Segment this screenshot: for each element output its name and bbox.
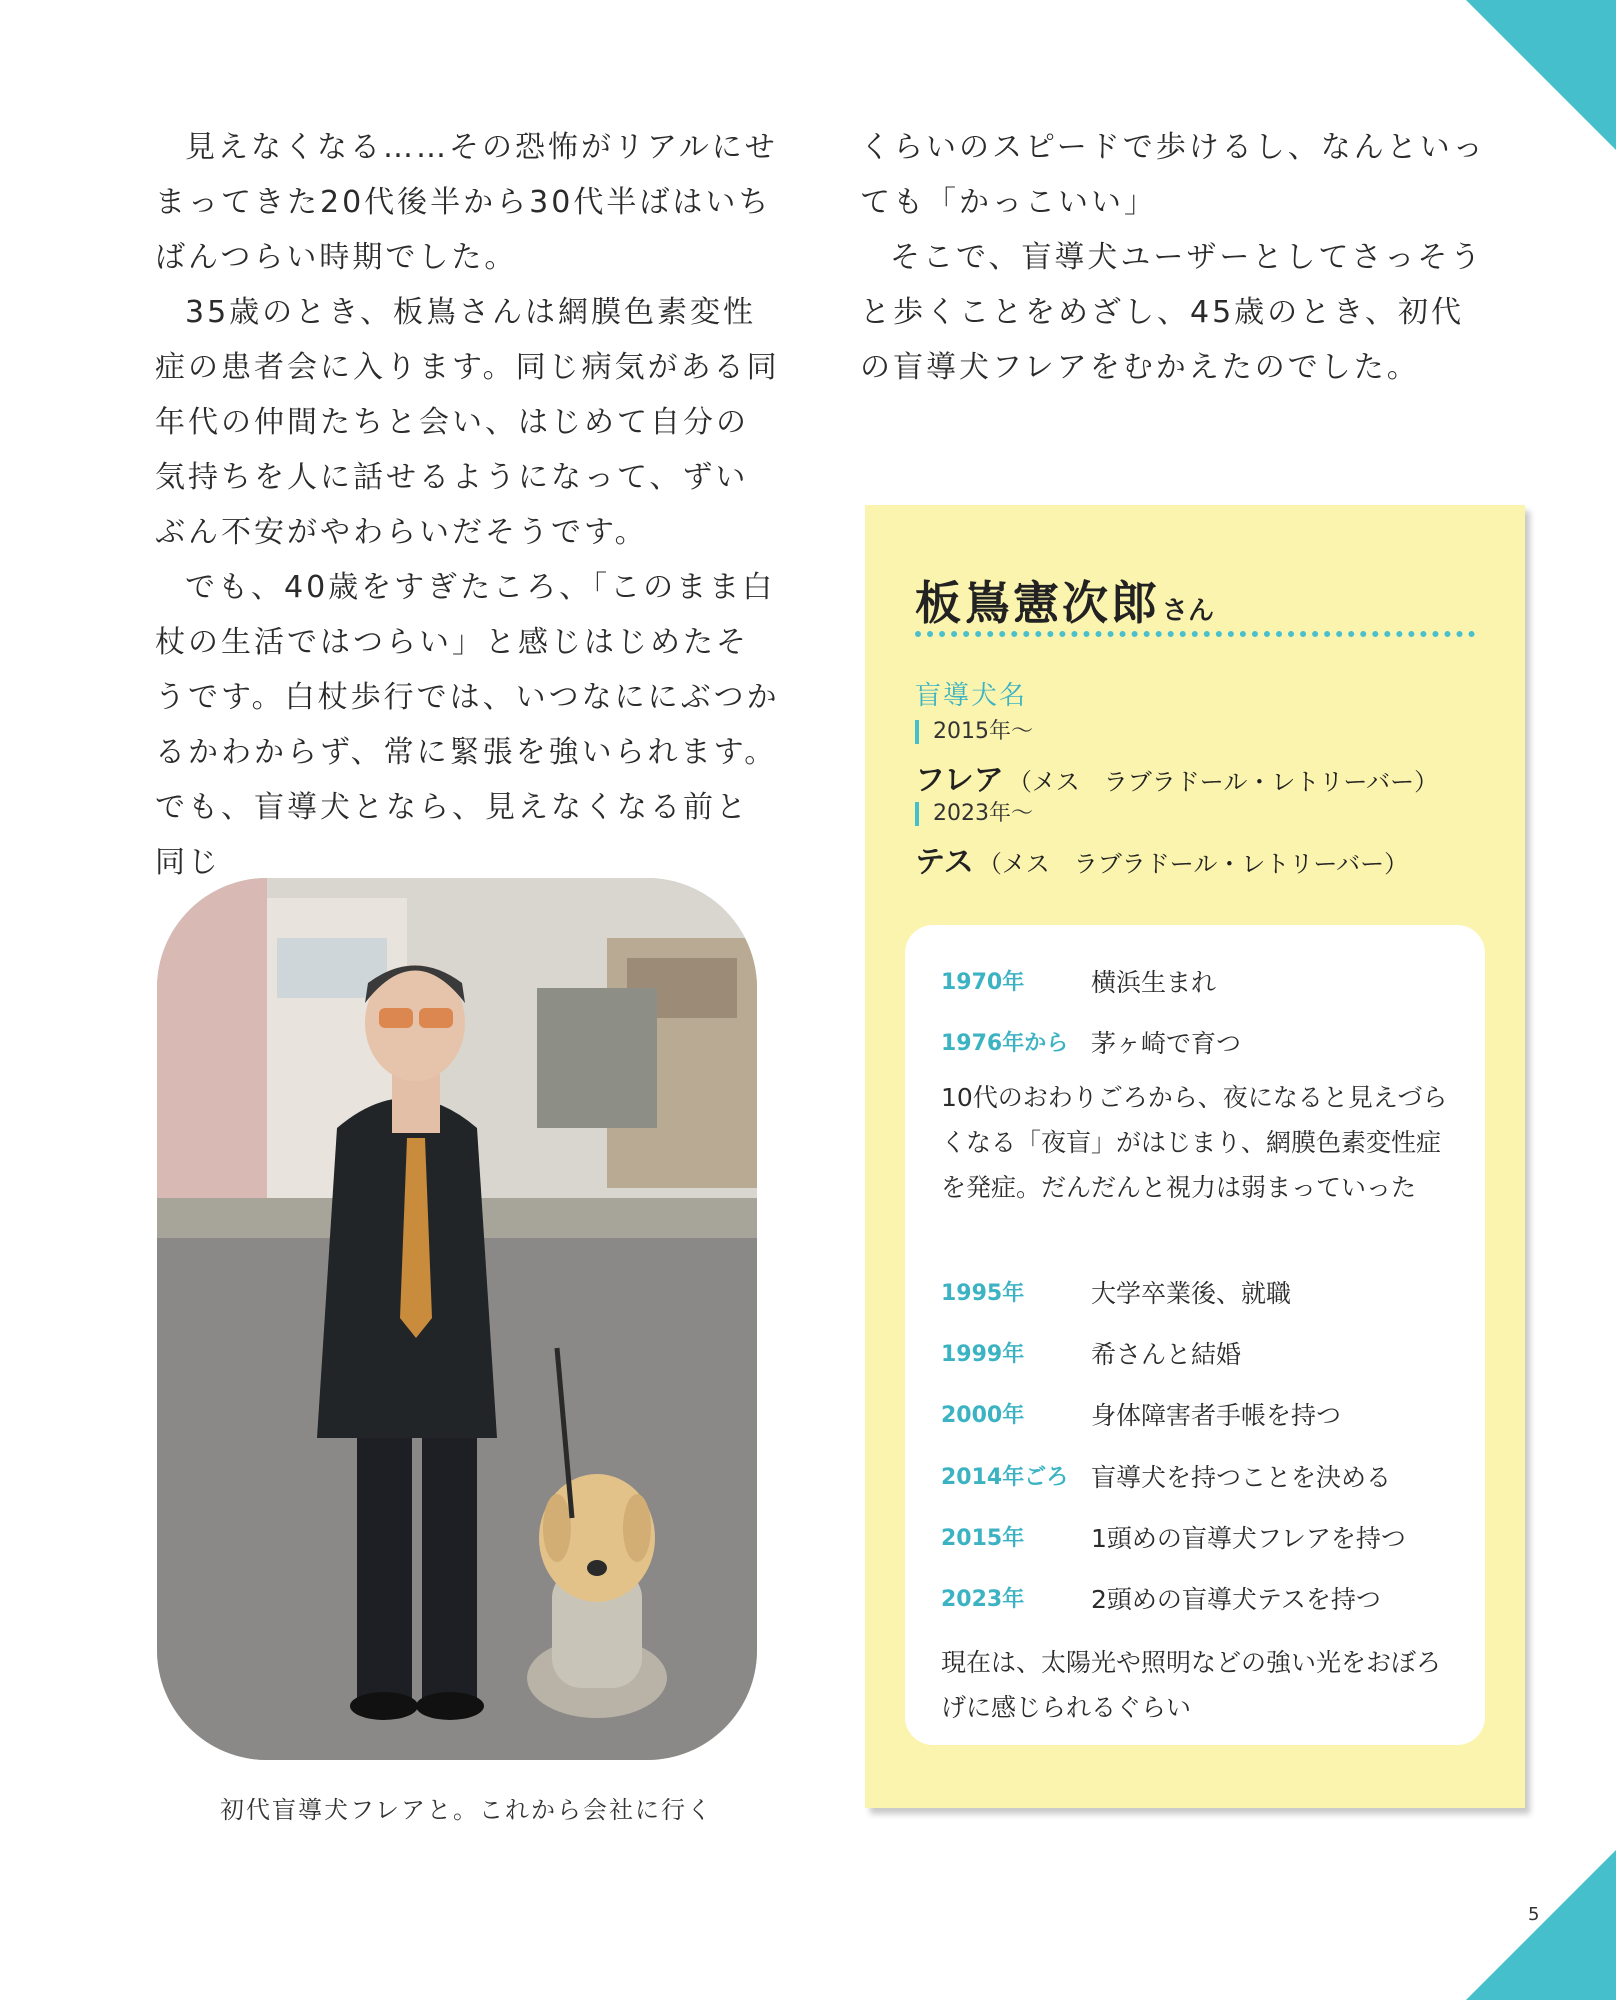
timeline-year: 1995年 bbox=[941, 1281, 1025, 1306]
dog-year: 2023年～ bbox=[915, 802, 1033, 826]
paragraph: 35歳のとき、板嶌さんは網膜色素変性症の患者会に入ります。同じ病気がある同年代の仲間たちと会い、はじめて自分の気持ちを人に話せるようになって、ずいぶん不安がやわらいだそうです。 bbox=[155, 295, 780, 550]
timeline-year: 1999年 bbox=[941, 1342, 1025, 1367]
timeline-note: 現在は、太陽光や照明などの強い光をおぼろげに感じられるぐらい bbox=[941, 1648, 1442, 1722]
page-number: 5 bbox=[1528, 1904, 1540, 1925]
photo-man-with-guide-dog bbox=[157, 878, 757, 1760]
timeline-text: 盲導犬を持つことを決める bbox=[1091, 1463, 1392, 1492]
dog-year: 2015年～ bbox=[915, 720, 1033, 744]
paragraph: 見えなくなる……その恐怖がリアルにせまってきた20代後半から30代半ばはいちばんつらい時期でした。 bbox=[155, 130, 778, 275]
dog-description: （メス ラブラドール・レトリーバー） bbox=[977, 850, 1409, 878]
dog-name: テス bbox=[915, 845, 974, 880]
timeline-text: 1頭めの盲導犬フレアを持つ bbox=[1091, 1524, 1406, 1553]
dotted-divider bbox=[915, 631, 1475, 637]
timeline-year: 2015年 bbox=[941, 1526, 1025, 1551]
guide-dog-label: 盲導犬名 bbox=[915, 681, 1028, 711]
paragraph: でも、40歳をすぎたころ、「このまま白杖の生活ではつらい」と感じはじめたそうです。白杖歩行では、いつなににぶつかるかわからず、常に緊張を強いられます。でも、盲導犬となら、見えなくなる前と同じ bbox=[155, 570, 780, 880]
timeline-year: 2014年ごろ bbox=[941, 1465, 1069, 1490]
timeline-text: 身体障害者手帳を持つ bbox=[1091, 1401, 1342, 1430]
profile-name bbox=[915, 567, 1214, 633]
timeline-year: 2000年 bbox=[941, 1403, 1025, 1428]
timeline-text: 横浜生まれ bbox=[1091, 968, 1217, 997]
corner-decoration-bottom bbox=[1466, 1850, 1616, 2000]
profile-box bbox=[865, 505, 1525, 1808]
paragraph: そこで、盲導犬ユーザーとしてさっそうと歩くことをめざし、45歳のとき、初代の盲導犬フレアをむかえたのでした。 bbox=[860, 240, 1484, 385]
profile-honorific: さん bbox=[1162, 596, 1215, 626]
dog-entry bbox=[915, 755, 1438, 799]
profile-name-text: 板嶌憲次郎 bbox=[915, 576, 1160, 630]
paragraph: くらいのスピードで歩けるし、なんといっても「かっこいい」 bbox=[860, 130, 1486, 220]
timeline-text: 茅ヶ崎で育つ bbox=[1091, 1029, 1242, 1058]
right-text-column bbox=[860, 120, 1490, 395]
timeline-year: 1970年 bbox=[941, 970, 1025, 995]
dog-name: フレア bbox=[915, 763, 1004, 798]
dog-entry bbox=[915, 837, 1408, 881]
timeline-text: 希さんと結婚 bbox=[1091, 1340, 1242, 1369]
timeline-note: 10代のおわりごろから、夜になると見えづらくなる「夜盲」がはじまり、網膜色素変性症を発症。だんだんと視力は弱まっていった bbox=[941, 1083, 1448, 1202]
photo-caption: 初代盲導犬フレアと。これから会社に行く bbox=[220, 1796, 714, 1824]
left-text-column bbox=[155, 120, 780, 890]
timeline-box bbox=[905, 925, 1485, 1745]
timeline-year: 1976年から bbox=[941, 1031, 1069, 1056]
timeline-text: 大学卒業後、就職 bbox=[1091, 1279, 1292, 1308]
dog-description: （メス ラブラドール・レトリーバー） bbox=[1007, 768, 1439, 796]
timeline-text: 2頭めの盲導犬テスを持つ bbox=[1091, 1585, 1381, 1614]
timeline-year: 2023年 bbox=[941, 1587, 1025, 1612]
